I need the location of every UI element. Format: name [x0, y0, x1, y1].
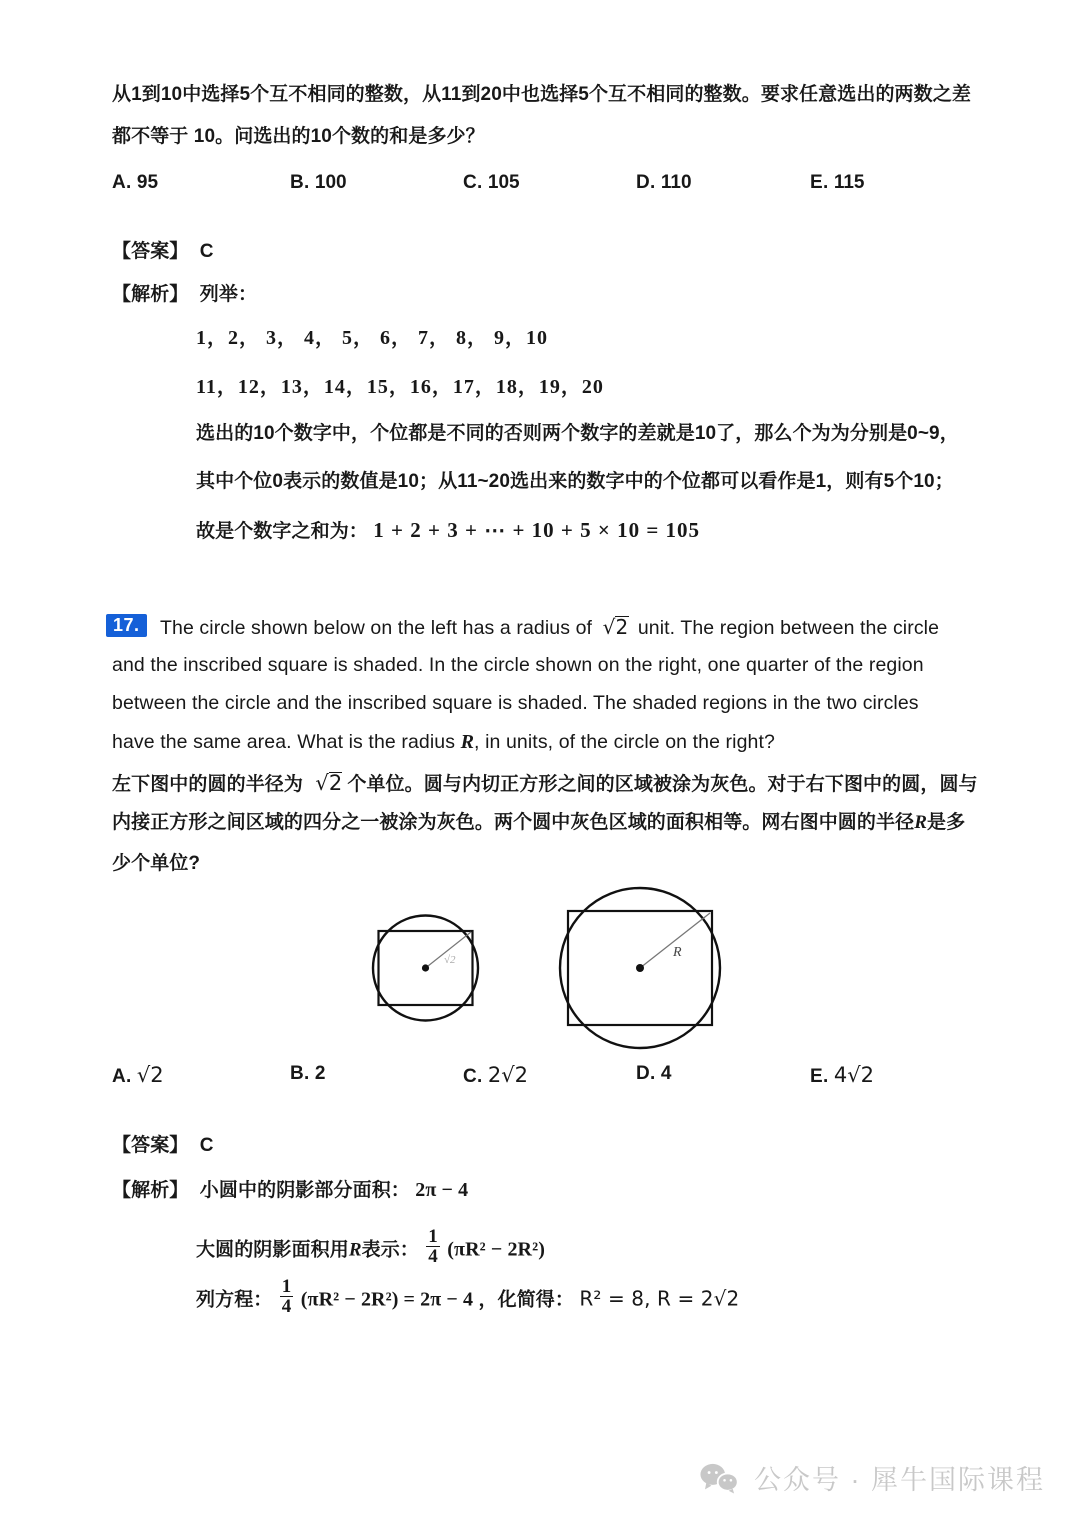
q17-option-e-value: 4√2: [833, 1063, 874, 1087]
q16-answer-value: C: [199, 241, 214, 262]
q17-chinese-line-2-r: R: [914, 812, 927, 833]
q16-options: [112, 172, 972, 202]
sqrt2-inline-icon: √2: [602, 615, 629, 639]
q17-english-line-1: [160, 616, 939, 639]
watermark: [700, 1458, 1045, 1497]
two-circles-diagram: [0, 880, 1080, 1065]
q16-option-a-value: 95: [136, 172, 159, 193]
q17-number-badge: 17.: [106, 614, 147, 637]
q17-solution-row-3: [196, 1278, 739, 1318]
q16-option-e-label: E.: [810, 172, 829, 193]
q16-solution-line-3: [196, 520, 700, 541]
q17-option-a-label: A.: [112, 1066, 132, 1087]
q16-list-row-1: 1，2， 3， 4， 5， 6， 7， 8， 9，10: [196, 327, 548, 349]
q16-option-c[interactable]: [463, 172, 520, 194]
q16-option-b[interactable]: [290, 172, 347, 194]
q17-option-b-value: 2: [314, 1063, 326, 1084]
q17-answer-row: [112, 1136, 214, 1155]
q17-answer-value: C: [199, 1135, 214, 1156]
q16-list-row-2: 11，12，13，14，15，16，17，18，19，20: [196, 376, 604, 398]
q17-solution-line-3-frac-den: 4: [281, 1296, 292, 1318]
q17-solution-line-2-prefix-a: 大圆的阴影面积用: [196, 1239, 349, 1261]
q17-solution-line-2-prefix-b: 表示：: [361, 1239, 419, 1261]
q16-stem-line-1: 从1到10中选择5个互不相同的整数，从11到20中也选择5个互不相同的整数。要求任意选出的两数之差: [112, 84, 971, 105]
q17-solution-line-3-mid: ，化简得：: [478, 1289, 575, 1311]
watermark-text: 公众号 · 犀牛国际课程: [754, 1465, 1045, 1495]
q17-option-e[interactable]: [810, 1063, 874, 1088]
q16-option-a[interactable]: [112, 172, 158, 194]
q17-option-c-label: C.: [463, 1066, 483, 1087]
q16-solution-intro: 列举：: [199, 284, 258, 305]
q17-option-c-value: 2√2: [487, 1063, 528, 1087]
q16-option-c-value: 105: [487, 172, 520, 193]
q17-solution-line-1-prefix: 小圆中的阴影部分面积：: [199, 1180, 410, 1201]
q16-solution-line-3-prefix: 故是个数字之和为：: [196, 521, 368, 542]
q17-option-d[interactable]: [636, 1063, 671, 1085]
q17-solution-line-3-fraction: [280, 1277, 294, 1317]
q16-answer-tag: 【答案】: [112, 241, 189, 262]
q17-chinese-line-3: 少个单位?: [112, 853, 201, 874]
q17-option-d-label: D.: [636, 1063, 656, 1084]
q16-solution-line-3-math: 1 + 2 + 3 + ⋯ + 10 + 5 × 10 = 105: [373, 518, 701, 542]
q16-option-b-label: B.: [290, 172, 310, 193]
right-center-dot: [636, 964, 644, 972]
q16-option-e[interactable]: [810, 172, 865, 194]
q17-options: [112, 1063, 972, 1093]
q17-solution-line-3-frac-num: 1: [281, 1276, 292, 1297]
q17-english-line-4-b: , in units, of the circle on the right?: [474, 731, 775, 753]
q17-solution-row-2: [196, 1228, 545, 1268]
q16-solution-line-2: 其中个位0表示的数值是10；从11~20选出来的数字中的个位都可以看作是1，则有5个10；: [196, 471, 954, 492]
q16-option-d-label: D.: [636, 172, 656, 193]
q17-solution-line-2-math: (πR² − 2R²): [447, 1238, 545, 1261]
q16-option-a-label: A.: [112, 172, 132, 193]
q16-solution-line-1: 选出的10个数字中，个位都是不同的否则两个数字的差就是10了，那么个为为分别是0~9，: [196, 423, 959, 444]
q17-chinese-line-1-b: 个单位。圆与内切正方形之间的区域被涂为灰色。对于右下图中的圆，圆与: [347, 774, 978, 795]
q17-answer-tag: 【答案】: [112, 1135, 189, 1156]
q17-english-line-1-a: The circle shown below on the left has a radius of: [160, 617, 593, 639]
q17-solution-row-1: [112, 1180, 468, 1200]
q17-chinese-line-1: [112, 772, 978, 794]
q16-solution-tag: 【解析】: [112, 284, 189, 305]
q16-solution-row: [112, 285, 257, 304]
q17-solution-line-2-frac-num: 1: [428, 1226, 438, 1247]
q17-chinese-line-2-a: 内接正方形之间区域的四分之一被涂为灰色。两个圆中灰色区域的面积相等。网右图中圆的半径: [112, 812, 915, 833]
q17-option-a[interactable]: [112, 1063, 164, 1088]
q17-english-line-3: between the circle and the inscribed square is shaded. The shaded regions in the two circles: [112, 692, 919, 714]
q16-answer-row: [112, 242, 214, 261]
q17-option-e-label: E.: [810, 1066, 829, 1087]
q16-option-d[interactable]: [636, 172, 692, 194]
q17-solution-line-3-math-b: R² = 8, R = 2√2: [579, 1286, 740, 1311]
q17-option-a-value: √2: [136, 1063, 164, 1087]
q16-option-c-label: C.: [463, 172, 483, 193]
q17-solution-line-3-prefix: 列方程：: [196, 1289, 273, 1311]
q17-solution-line-3-math-a: (πR² − 2R²) = 2π − 4: [300, 1288, 474, 1311]
q16-option-d-value: 110: [660, 172, 692, 193]
q17-solution-line-1-math: 2π − 4: [415, 1179, 469, 1201]
q17-option-b[interactable]: [290, 1063, 325, 1085]
q16-stem-line-2: 都不等于 10。问选出的10个数的和是多少？: [112, 126, 485, 147]
q17-english-line-4-a: have the same area. What is the radius: [112, 731, 456, 753]
q17-figure: [0, 880, 1080, 1065]
q17-option-b-label: B.: [290, 1063, 310, 1084]
right-radius-label: R: [673, 945, 682, 960]
q17-solution-tag: 【解析】: [112, 1180, 189, 1201]
q17-option-d-value: 4: [660, 1063, 672, 1084]
q17-english-line-4: [112, 732, 775, 753]
q17-chinese-line-2: [112, 813, 965, 832]
q17-solution-line-2-prefix-r: R: [348, 1239, 362, 1261]
q17-chinese-line-2-b: 是多: [926, 812, 966, 833]
q17-english-line-4-r: R: [460, 731, 475, 753]
sqrt2-inline-icon-2: √2: [315, 771, 343, 795]
q17-solution-line-2-fraction: [426, 1227, 440, 1267]
left-center-dot: [422, 964, 429, 971]
q17-chinese-line-1-a: 左下图中的圆的半径为: [112, 774, 304, 795]
q17-solution-line-2-frac-den: 4: [428, 1246, 438, 1268]
q16-option-e-value: 115: [833, 172, 865, 193]
wechat-icon: [700, 1462, 740, 1494]
q17-english-line-2: and the inscribed square is shaded. In the circle shown on the right, one quarter of the region: [112, 654, 924, 676]
left-radius-label: √2: [444, 954, 456, 966]
q17-english-line-1-b: unit. The region between the circle: [637, 617, 940, 639]
q16-option-b-value: 100: [314, 172, 347, 193]
q17-option-c[interactable]: [463, 1063, 528, 1088]
